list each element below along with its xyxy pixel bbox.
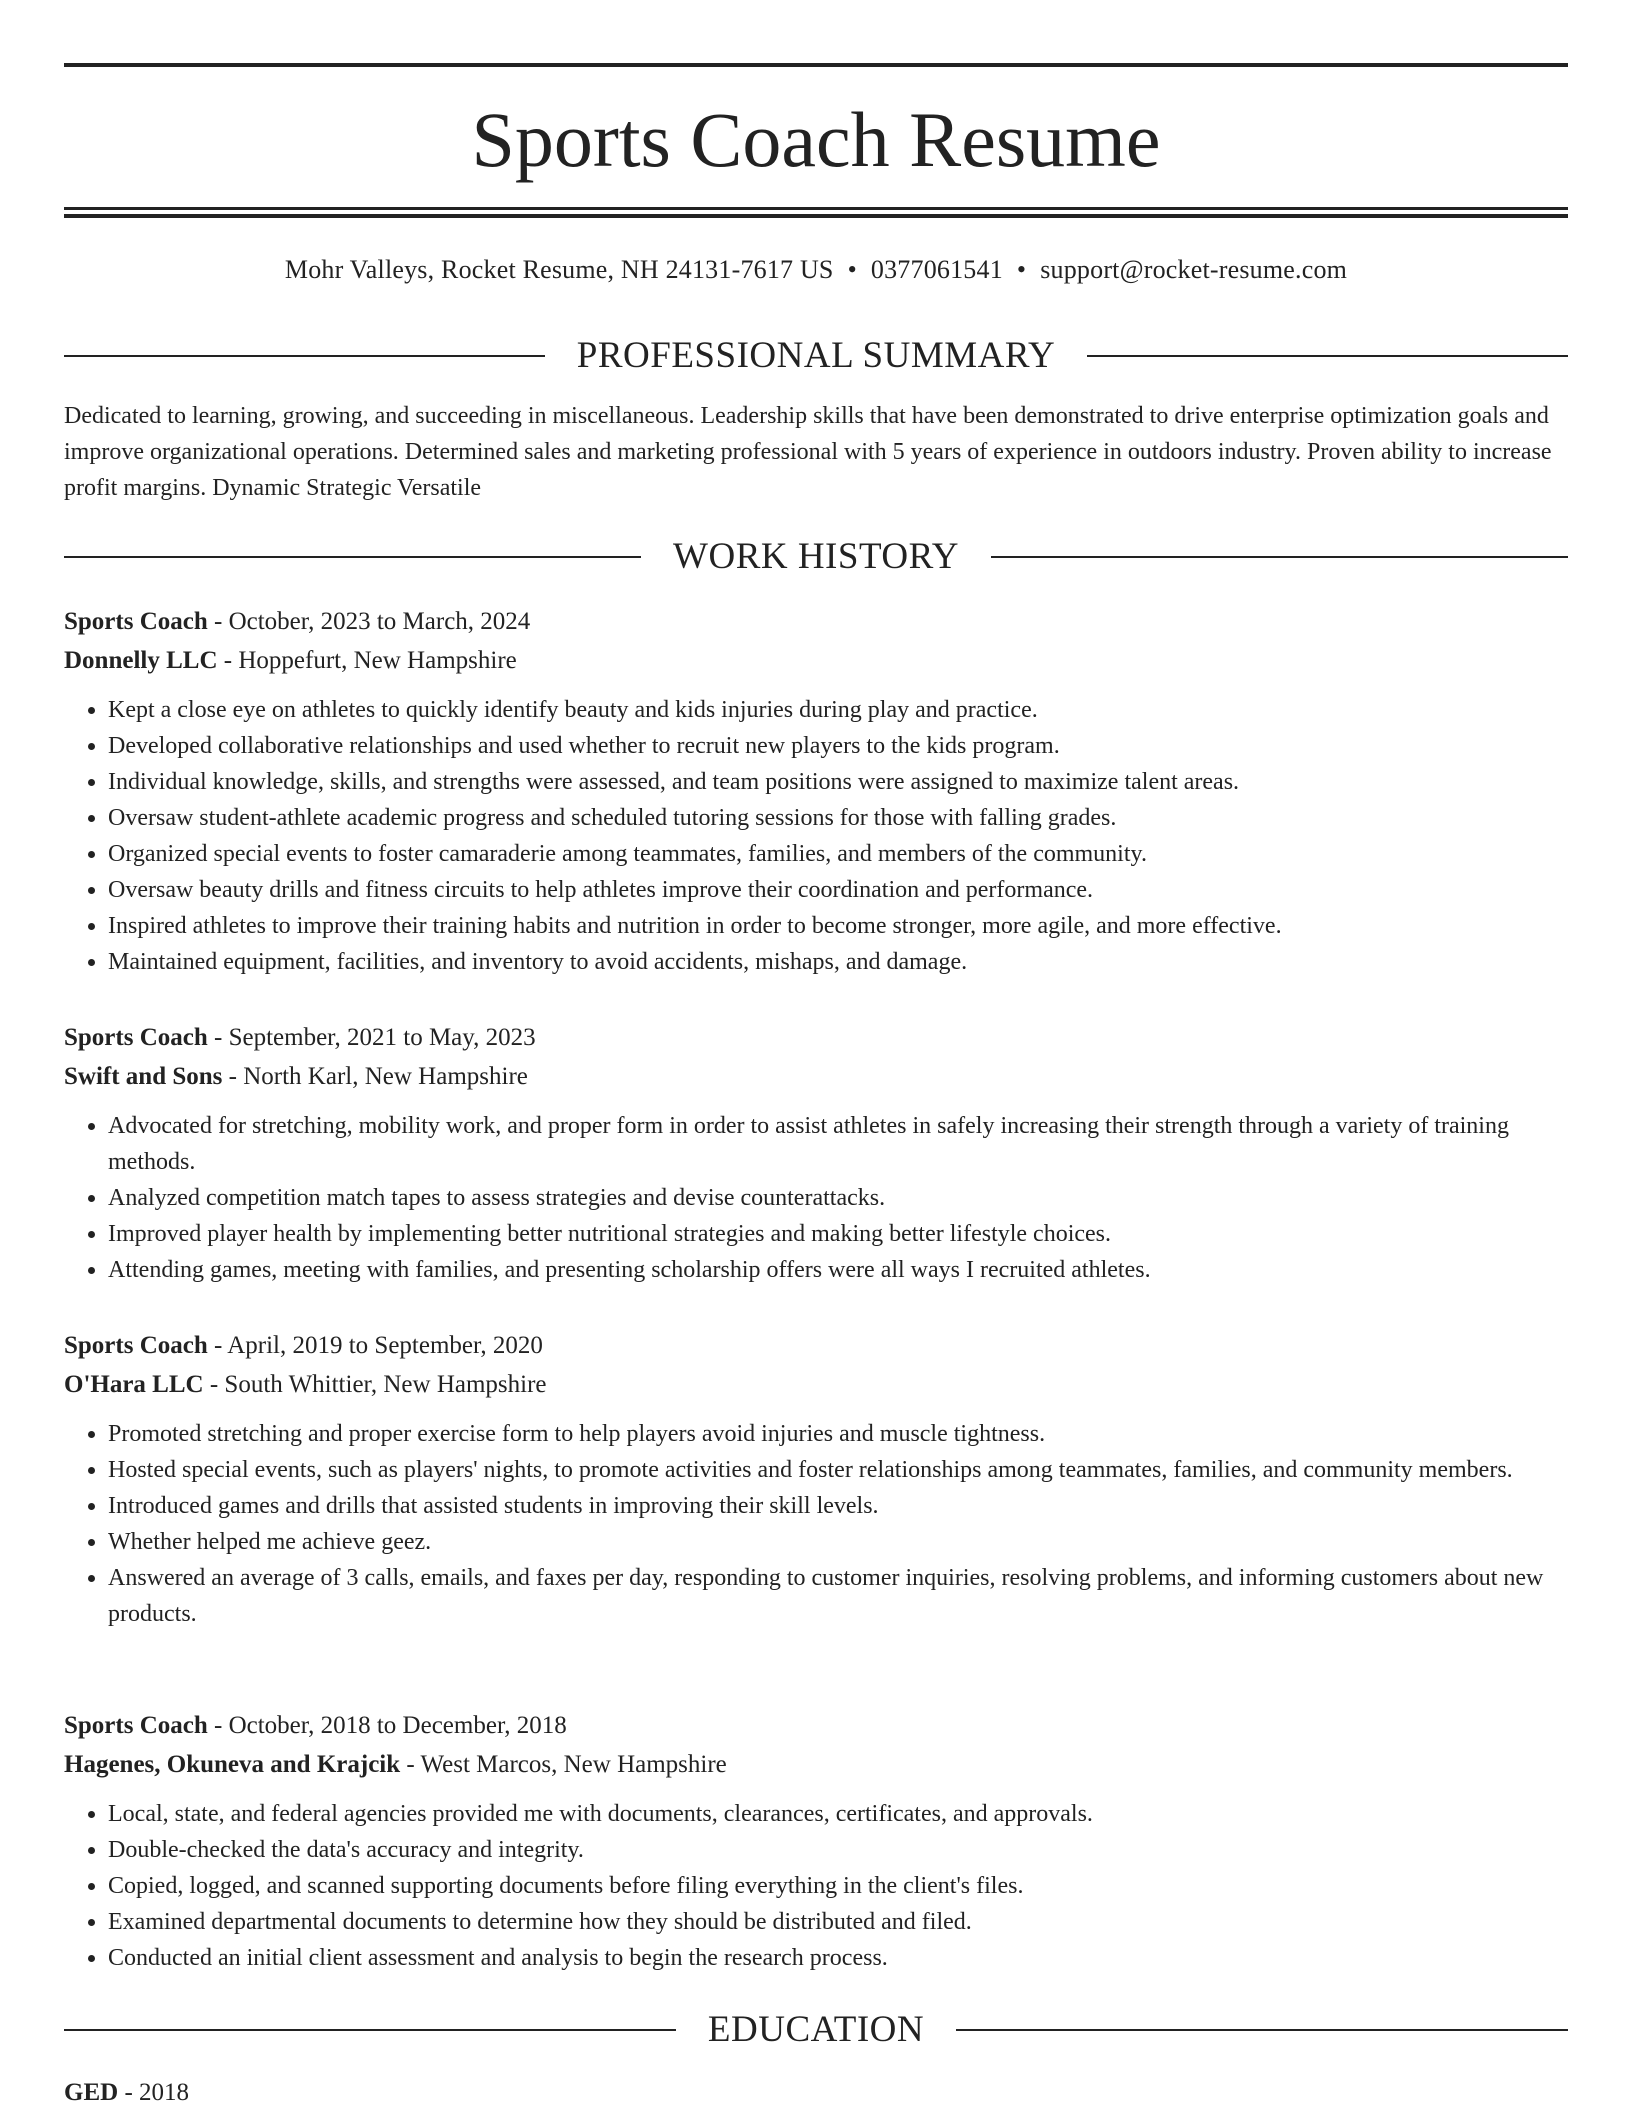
job-location: - South Whittier, New Hampshire [203,1371,547,1398]
job-bullet: • Inspired athletes to improve their training habits and nutrition in order to become stronger, more agile, and more effective. [108,908,1568,944]
education-heading-text: EDUCATION [707,2009,925,2050]
job-bullets [64,1416,1568,1632]
job-dates: - October, 2023 to March, 2024 [207,608,531,635]
job-entry [64,1326,1568,1632]
heading-rule-right [1087,355,1568,357]
summary-heading [64,334,1568,378]
job-location: - Hoppefurt, New Hampshire [217,647,517,674]
job-bullet: • Analyzed competition match tapes to assess strategies and devise counterattacks. [108,1180,1568,1216]
heading-rule-right [991,556,1568,558]
job-bullet: • Improved player health by implementing better nutritional strategies and making better lifestyle choices. [108,1216,1568,1252]
contact-address: Mohr Valleys, Rocket Resume, NH 24131-7617 US [284,255,834,284]
job-position: Sports Coach [64,1024,208,1051]
job-bullet: • Double-checked the data's accuracy and integrity. [108,1832,1568,1868]
job-position: Sports Coach [64,1712,208,1739]
contact-phone: 0377061541 [870,255,1003,284]
job-title-line [64,1326,1568,1365]
job-bullet: • Attending games, meeting with families, and presenting scholarship offers were all ways I recruited athletes. [108,1252,1568,1288]
job-bullet: • Copied, logged, and scanned supporting documents before filing everything in the client's files. [108,1868,1568,1904]
job-title-line [64,1706,1568,1745]
contact-separator: • [847,255,857,284]
job-bullet: • Examined departmental documents to determine how they should be distributed and filed. [108,1904,1568,1940]
contact-email: support@rocket-resume.com [1040,255,1348,284]
job-dates: - September, 2021 to May, 2023 [207,1024,536,1051]
job-bullet: • Local, state, and federal agencies provided me with documents, clearances, certificates, and approvals. [108,1796,1568,1832]
job-entry [64,1018,1568,1288]
job-company: Swift and Sons [64,1063,223,1090]
heading-rule-left [64,355,545,357]
job-location: - West Marcos, New Hampshire [400,1751,727,1778]
job-bullet: • Hosted special events, such as players' nights, to promote activities and foster relationships among teammates, families, and community members. [108,1452,1568,1488]
professional-summary: Dedicated to learning, growing, and succeeding in miscellaneous. Leadership skills that have been demonstrated to drive enterprise optimization goals and improve organizational operations. Determined sales and marketing professional with 5 years of experience in outdoors industry. Proven ability to increase profit margins. Dynamic Strategic Versatile [64,403,1552,501]
job-title-line [64,602,1568,641]
job-location: - North Karl, New Hampshire [222,1063,528,1090]
contact-line [64,252,1568,288]
job-company: Hagenes, Okuneva and Krajcik [64,1751,401,1778]
job-position: Sports Coach [64,608,208,635]
job-bullet: • Oversaw student-athlete academic progress and scheduled tutoring sessions for those with falling grades. [108,800,1568,836]
title-double-rule [64,207,1568,218]
heading-rule-left [64,556,641,558]
job-bullet: • Developed collaborative relationships and used whether to recruit new players to the kids program. [108,728,1568,764]
job-company-line [64,1057,1568,1096]
job-bullet: • Maintained equipment, facilities, and inventory to avoid accidents, mishaps, and damage. [108,944,1568,980]
job-bullet: • Oversaw beauty drills and fitness circuits to help athletes improve their coordination and performance. [108,872,1568,908]
job-dates: - October, 2018 to December, 2018 [207,1712,567,1739]
job-bullet: • Whether helped me achieve geez. [108,1524,1568,1560]
work-history-heading-text: WORK HISTORY [673,536,959,577]
job-dates: - April, 2019 to September, 2020 [207,1332,543,1359]
job-bullet: • Advocated for stretching, mobility work, and proper form in order to assist athletes in safely increasing their strength through a variety of training methods. [108,1108,1568,1180]
job-entry [64,1706,1568,1976]
job-bullet: • Answered an average of 3 calls, emails, and faxes per day, responding to customer inquiries, resolving problems, and informing customers about new products. [108,1560,1568,1632]
summary-heading-text: PROFESSIONAL SUMMARY [576,335,1056,376]
job-bullet: • Introduced games and drills that assisted students in improving their skill levels. [108,1488,1568,1524]
resume-title: Sports Coach Resume [471,96,1161,183]
job-bullets [64,1108,1568,1288]
education-degree: GED [64,2079,119,2106]
job-company-line [64,641,1568,680]
job-bullets [64,1796,1568,1976]
job-title-line [64,1018,1568,1057]
job-company-line [64,1745,1568,1784]
job-bullet: • Kept a close eye on athletes to quickly identify beauty and kids injuries during play and practice. [108,692,1568,728]
contact-separator: • [1016,255,1027,284]
job-bullet: • Organized special events to foster camaraderie among teammates, families, and members of the community. [108,836,1568,872]
job-bullet: • Promoted stretching and proper exercise form to help players avoid injuries and muscle tightness. [108,1416,1568,1452]
education-entry [64,2074,1568,2112]
heading-rule-right [956,2029,1568,2031]
heading-rule-left [64,2029,676,2031]
job-entry [64,602,1568,980]
job-company: Donnelly LLC [64,647,218,674]
job-bullet: • Individual knowledge, skills, and strengths were assessed, and team positions were assigned to maximize talent areas. [108,764,1568,800]
job-company-line [64,1365,1568,1404]
job-bullet: • Conducted an initial client assessment and analysis to begin the research process. [108,1940,1568,1976]
job-bullets [64,692,1568,980]
top-rule [64,63,1568,67]
job-company: O'Hara LLC [64,1371,204,1398]
work-history-heading [64,535,1568,579]
job-position: Sports Coach [64,1332,208,1359]
education-heading [64,2008,1568,2052]
education-year: - 2018 [118,2079,190,2106]
